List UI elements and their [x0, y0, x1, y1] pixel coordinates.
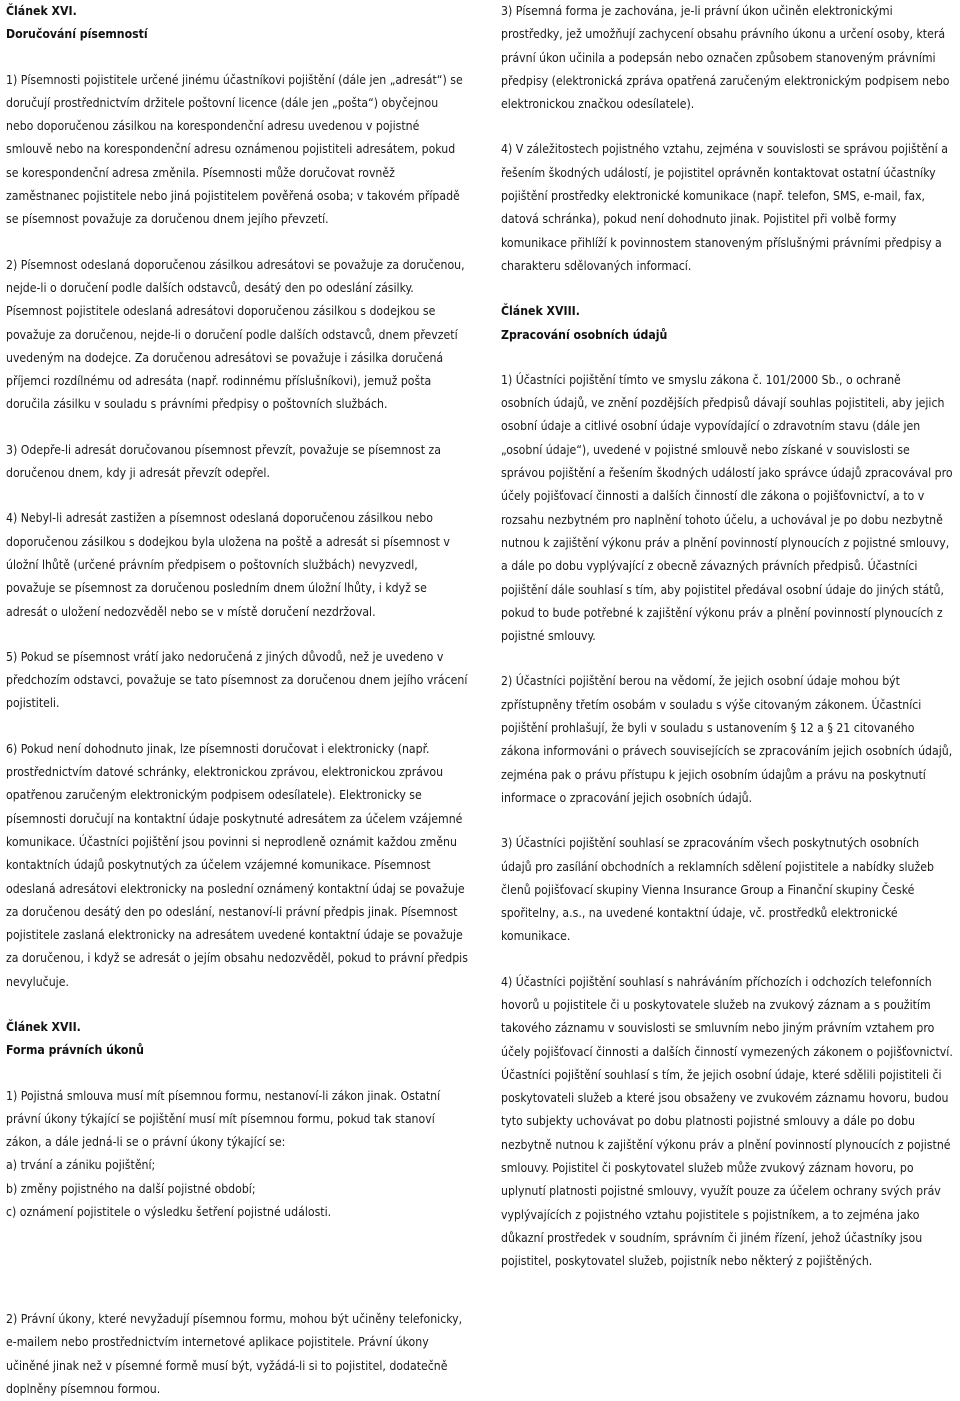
article-16-paragraph-2: 2) Písemnost odeslaná doporučenou zásilkou adresátovi se považuje za doručenou, nejde-li o doručení podle dalších odstavců, desátý den po odeslání zásilky. Písemnost pojistitele odeslaná adresátovi doporučenou zásilkou s dodejkou se považuje za doručenou, nejde-li o doručení podle dalších odstavců, dnem převzetí uvedeným na dodejce. Za doručenou adresátovi se považuje i zásilka doručená příjemci rozdílnému od adresáta (např. rodinnému příslušníkovi), jemuž pošta doručila zásilku v souladu s právními předpisy o poštovních službách.: [6, 257, 465, 412]
article-17-paragraph-1: 1) Pojistná smlouva musí mít písemnou formu, nestanoví-li zákon jinak. Ostatní právní úkony týkající se pojištění musí mít písemnou formu, pokud tak stanoví zákon, a dále jedná-li se o právní úkony týkající se:: [6, 1088, 441, 1150]
article-16-subtitle: Doručování písemností: [6, 27, 148, 42]
article-18-title: Článek XVIII.: [501, 304, 580, 319]
article-17-paragraph-4: 4) V záležitostech pojistného vztahu, zejména v souvislosti se správou pojištění a řešením škodných událostí, je pojistitel oprávněn kontaktovat ostatní účastníky pojištění prostředky elektronické komunikace (např. telefon, SMS, e-mail, fax, datová schránka), pokud není dohodnuto jinak. Pojistitel při volbě formy komunikace přihlíží k povinnostem stanoveným příslušnými právními předpisy a charakteru sdělovaných informací.: [501, 142, 948, 273]
article-16-title: Článek XVI.: [6, 4, 77, 18]
article-17-list-item-a: a) trvání a zániku pojištění;: [6, 1158, 156, 1173]
right-column: [501, 0, 953, 1274]
bottom-left-block: [6, 1308, 468, 1401]
article-16-paragraph-6: 6) Pokud není dohodnuto jinak, lze písemnosti doručovat i elektronicky (např. prostřednictvím datové schránky, elektronickou zprávou, elektronickou zprávou opatřenou zaručeným elektronickým podpisem odesílatele). Elektronicky se písemnosti doručují na kontaktní údaje poskytnuté adresátem za účelem vzájemné komunikace. Účastníci pojištění jsou povinni si neprodleně oznámit každou změnu kontaktních údajů poskytnutých za účelem vzájemné komunikace. Písemnost odeslaná adresátovi elektronicky na poslední oznámený kontaktní údaj se považuje za doručenou desátý den po odeslání, nestanoví-li právní předpis jinak. Písemnost pojistitele zaslaná elektronicky na adresátem uvedené kontaktní údaje se považuje za doručenou, i když se adresát o jejím obsahu nedozvěděl, pokud to právní předpis nevylučuje.: [6, 741, 468, 989]
article-17-list-item-c: c) oznámení pojistitele o výsledku šetření pojistné události.: [6, 1205, 332, 1220]
article-18-subtitle: Zpracování osobních údajů: [501, 327, 668, 342]
article-17-paragraph-2: 2) Právní úkony, které nevyžadují písemnou formu, mohou být učiněny telefonicky, e-mailem nebo prostřednictvím internetové aplikace pojistitele. Právní úkony učiněné jinak než v písemné formě musí být, vyžádá-li si to pojistitel, dodatečně doplněny písemnou formou.: [6, 1312, 463, 1396]
article-16-paragraph-4: 4) Nebyl-li adresát zastižen a písemnost odeslaná doporučenou zásilkou nebo doporučenou zásilkou s dodejkou byla uložena na poště a adresát si písemnost v úložní lhůtě (určené právním předpisem o poštovních službách) nevyzvedl, považuje se písemnost za doručenou posledním dnem úložní lhůty, i když se adresát o uložení nedozvěděl nebo se v místě doručení nezdržoval.: [6, 511, 450, 619]
article-18-paragraph-3: 3) Účastníci pojištění souhlasí se zpracováním všech poskytnutých osobních údajů pro zasílání obchodních a reklamních sdělení pojistitele a nabídky služeb členů pojišťovací skupiny Vienna Insurance Group a Finanční skupiny České spořitelny, a.s., na uvedené kontaktní údaje, vč. prostředků elektronické komunikace.: [501, 836, 934, 944]
article-17-paragraph-3: 3) Písemná forma je zachována, je-li právní úkon učiněn elektronickými prostředky, jež umožňují zachycení obsahu právního úkonu a určení osoby, která právní úkon učinila a podepsán nebo označen způsobem stanoveným právními předpisy (elektronická zpráva opatřená zaručeným elektronickým podpisem nebo elektronickou značkou odesílatele).: [501, 4, 950, 112]
article-16-paragraph-5: 5) Pokud se písemnost vrátí jako nedoručená z jiných důvodů, než je uvedeno v předchozím odstavci, považuje se tato písemnost za doručenou dnem jejího vrácení pojistiteli.: [6, 649, 468, 711]
article-18-paragraph-4: 4) Účastníci pojištění souhlasí s nahráváním příchozích i odchozích telefonních hovorů u pojistitele či u poskytovatele služeb na zvukový záznam a s použitím takového záznamu v souvislosti se smluvním nebo jiným právním vztahem pro účely pojišťovací činnosti a dalších činností vymezených zákonem o pojišťovnictví. Účastníci pojištění souhlasí s tím, že jejich osobní údaje, které sdělili pojistiteli či poskytovateli služeb a které jsou obsaženy ve zvukovém záznamu hovoru, budou tyto subjekty uchovávat po dobu platnosti pojistné smlouvy a dále po dobu nezbytně nutnou k zajištění výkonu práv a plnění povinností plynoucích z pojistné smlouvy. Pojistitel či poskytovatel služeb může zvukový záznam hovoru, po uplynutí platnosti pojistné smlouvy, využít pouze za účelem ochrany svých práv vyplývajících z pojistného vztahu pojistitele s pojistníkem, a to zejména jako důkazní prostředek v soudním, správním či jiném řízení, jehož účastníky jsou pojistitel, poskytovatel služeb, pojistník nebo některý z pojištěných.: [501, 974, 953, 1269]
article-17-subtitle: Forma právních úkonů: [6, 1043, 144, 1058]
article-16-paragraph-1: 1) Písemnosti pojistitele určené jinému účastníkovi pojištění (dále jen „adresát“) se doručují prostřednictvím držitele poštovní licence (dále jen „pošta“) obyčejnou nebo doporučenou zásilkou na korespondenční adresu uvedenou v pojistné smlouvě nebo na korespondenční adresu oznámenou pojistiteli adresátem, pokud se korespondenční adresa změnila. Písemnosti může doručovat rovněž zaměstnanec pojistitele nebo jiná pojistitelem pověřená osoba; v takovém případě se písemnost považuje za doručenou dnem jejího převzetí.: [6, 72, 463, 227]
article-16-paragraph-3: 3) Odepře-li adresát doručovanou písemnost převzít, považuje se písemnost za doručenou dnem, kdy ji adresát převzít odepřel.: [6, 442, 441, 481]
article-17-title: Článek XVII.: [6, 1019, 81, 1034]
article-17-list-item-b: b) změny pojistného na další pojistné období;: [6, 1181, 256, 1196]
article-18-paragraph-1: 1) Účastníci pojištění tímto ve smyslu zákona č. 101/2000 Sb., o ochraně osobních údajů, ve znění pozdějších předpisů dávají souhlas pojistiteli, aby jejich osobní údaje a citlivé osobní údaje vypovídající o zdravotním stavu (dále jen „osobní údaje“), uvedené v pojistné smlouvě nebo získané v souvislosti se správou pojištění a řešením škodných událostí jako správce údajů zpracovával pro účely pojišťovací činnosti a dalších činností dle zákona o pojišťovnictví, a to v rozsahu nezbytném pro naplnění tohoto účelu, a uchovával je po dobu nezbytně nutnou k zajištění výkonu práv a plnění povinností plynoucích z pojistné smlouvy, a dále po dobu vyplývající z obecně závazných právních předpisů. Účastníci pojištění dále souhlasí s tím, aby pojistitel předával osobní údaje do jiných států, pokud to bude potřebné k zajištění výkonu práv a plnění povinností plynoucích z pojistné smlouvy.: [501, 372, 953, 644]
left-column: [6, 0, 468, 1224]
article-18-paragraph-2: 2) Účastníci pojištění berou na vědomí, že jejich osobní údaje mohou být zpřístupněny třetím osobám v souladu s výše citovaným zákonem. Účastníci pojištění prohlašují, že byli v souladu s ustanovením § 12 a § 21 citovaného zákona informováni o právech souvisejících se zpracováním jejich osobních údajů, zejména pak o právu přístupu k jejich osobním údajům a právu na poskytnutí informace o zpracování jejich osobních údajů.: [501, 674, 953, 805]
